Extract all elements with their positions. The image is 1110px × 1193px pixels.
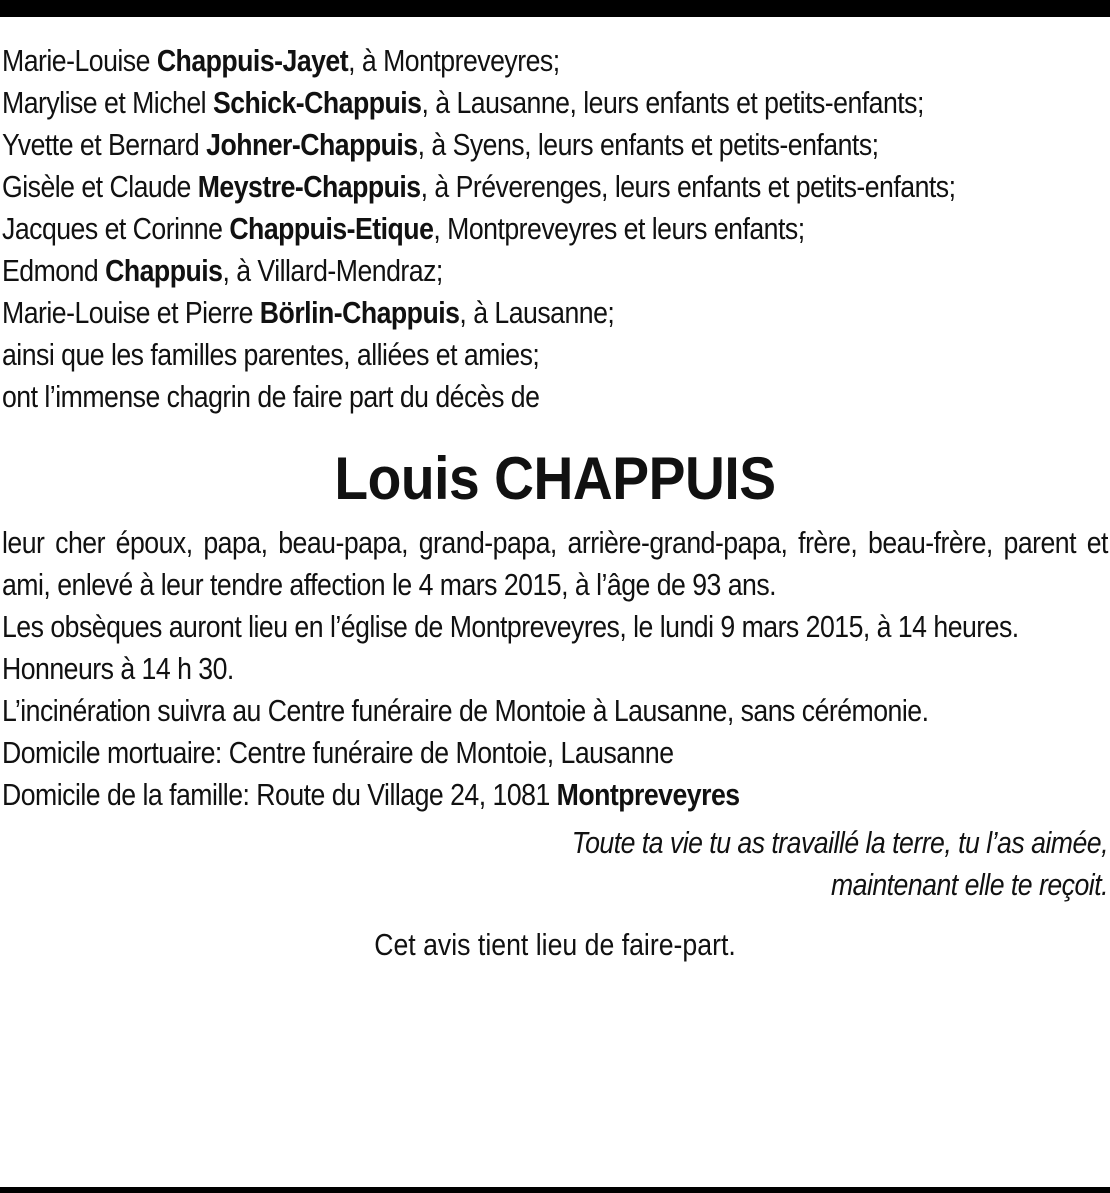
- bottom-rule: [0, 1187, 1110, 1193]
- honours-line: Honneurs à 14 h 30.: [2, 651, 234, 686]
- family-entry-2: [2, 82, 1108, 124]
- family-entry-1: [2, 40, 1108, 82]
- family-entry-surname: Johner-Chappuis: [206, 127, 418, 162]
- family-entry-given-names: Yvette et Bernard: [2, 127, 207, 162]
- family-list: [2, 40, 1108, 334]
- family-entry-4: [2, 166, 1108, 208]
- family-entry-location: , à Syens, leurs enfants et petits-enfants;: [417, 127, 879, 162]
- family-entry-location: , à Lausanne, leurs enfants et petits-enfants;: [421, 85, 924, 120]
- mortuary-line: Domicile mortuaire: Centre funéraire de Montoie, Lausanne: [2, 735, 674, 770]
- announcement-line: ont l’immense chagrin de faire part du décès de: [2, 379, 540, 414]
- family-entry-given-names: Edmond: [2, 253, 106, 288]
- obituary-notice: [2, 40, 1108, 966]
- epitaph-line-2: maintenant elle te reçoit.: [830, 867, 1108, 902]
- family-entry-surname: Chappuis-Jayet: [156, 43, 349, 78]
- notice-line: Cet avis tient lieu de faire-part.: [374, 927, 736, 962]
- relatives-line: ainsi que les familles parentes, alliées et amies;: [2, 337, 540, 372]
- epitaph-quote: [157, 822, 1108, 906]
- description-paragraph: leur cher époux, papa, beau-papa, grand-papa, arrière-grand-papa, frère, beau-frère, parent et ami, enlevé à leur tendre affection le 4 mars 2015, à l’âge de 93 ans.: [2, 525, 1108, 602]
- family-entry-given-names: Gisèle et Claude: [2, 169, 198, 204]
- family-home-town: Montpreveyres: [556, 777, 740, 812]
- deceased-name: Louis CHAPPUIS: [334, 445, 776, 512]
- family-entry-surname: Schick-Chappuis: [212, 85, 422, 120]
- family-entry-3: [2, 124, 1108, 166]
- family-entry-surname: Börlin-Chappuis: [259, 295, 460, 330]
- family-entry-surname: Meystre-Chappuis: [197, 169, 421, 204]
- family-entry-given-names: Marie-Louise: [2, 43, 157, 78]
- family-home-line: [2, 774, 1108, 816]
- cremation-paragraph: L’incinération suivra au Centre funéraire de Montoie à Lausanne, sans cérémonie.: [2, 693, 929, 728]
- family-entry-given-names: Marie-Louise et Pierre: [2, 295, 260, 330]
- epitaph-line-1: Toute ta vie tu as travaillé la terre, tu l’as aimée,: [571, 825, 1108, 860]
- funeral-paragraph: Les obsèques auront lieu en l’église de Montpreveyres, le lundi 9 mars 2015, à 14 heures.: [2, 609, 1019, 644]
- family-entry-5: [2, 208, 1108, 250]
- family-entry-6: [2, 250, 1108, 292]
- family-entry-location: , à Villard-Mendraz;: [222, 253, 443, 288]
- family-home-address: Domicile de la famille: Route du Village 24, 1081: [2, 777, 557, 812]
- family-entry-location: , à Montpreveyres;: [348, 43, 560, 78]
- family-entry-given-names: Jacques et Corinne: [2, 211, 230, 246]
- family-entry-location: , à Préverenges, leurs enfants et petits-enfants;: [420, 169, 956, 204]
- family-entry-location: , à Lausanne;: [459, 295, 615, 330]
- family-entry-surname: Chappuis-Etique: [229, 211, 434, 246]
- family-entry-surname: Chappuis: [105, 253, 223, 288]
- family-entry-7: [2, 292, 1108, 334]
- top-rule: [0, 0, 1110, 17]
- family-entry-given-names: Marylise et Michel: [2, 85, 213, 120]
- family-entry-location: , Montpreveyres et leurs enfants;: [433, 211, 805, 246]
